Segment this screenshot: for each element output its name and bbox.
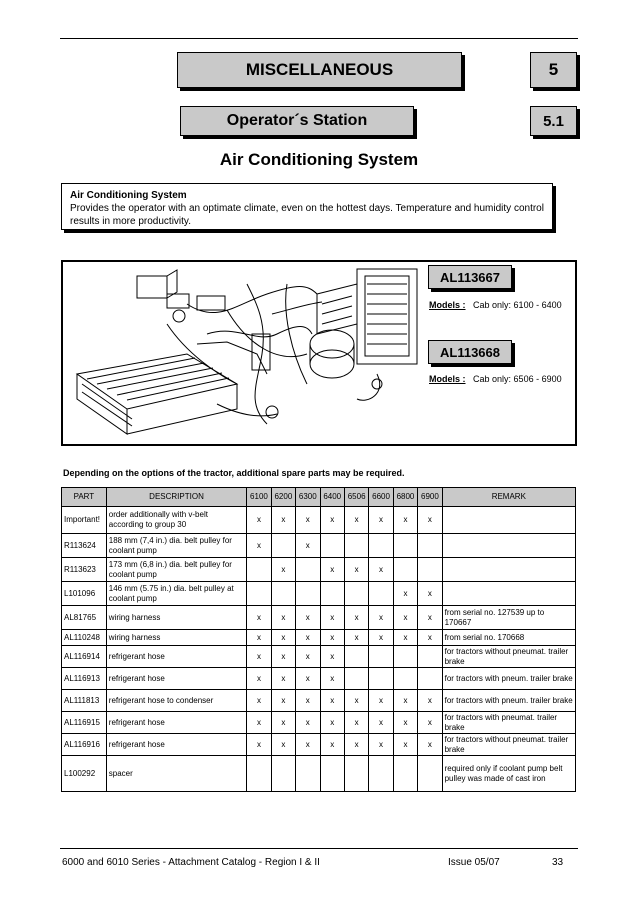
part-number-cell: Important! — [62, 507, 107, 534]
model-mark-cell — [418, 668, 442, 690]
model-mark-cell — [296, 558, 320, 582]
model-mark-cell: x — [247, 734, 271, 756]
model-mark-cell: x — [320, 606, 344, 630]
description-cell: spacer — [106, 756, 246, 792]
column-header: 6900 — [418, 488, 442, 507]
part-label-al113668: AL113668 — [428, 340, 512, 364]
section-number: 5 — [530, 52, 577, 88]
model-mark-cell — [418, 756, 442, 792]
description-cell: wiring harness — [106, 606, 246, 630]
model-mark-cell — [320, 534, 344, 558]
part-number-cell: L100292 — [62, 756, 107, 792]
model-mark-cell: x — [271, 690, 295, 712]
model-mark-cell: x — [271, 558, 295, 582]
model-mark-cell: x — [247, 507, 271, 534]
part-number-cell: L101096 — [62, 582, 107, 606]
footer-page-number: 33 — [552, 857, 564, 868]
table-header-row — [62, 488, 576, 507]
parts-figure — [61, 260, 577, 446]
model-mark-cell: x — [344, 507, 368, 534]
model-mark-cell — [344, 756, 368, 792]
table-row — [62, 690, 576, 712]
model-mark-cell: x — [369, 630, 393, 646]
model-mark-cell: x — [320, 558, 344, 582]
model-mark-cell — [393, 756, 417, 792]
part-number-cell: AL81765 — [62, 606, 107, 630]
column-header: 6300 — [296, 488, 320, 507]
model-mark-cell — [247, 582, 271, 606]
info-box — [61, 183, 553, 230]
model-mark-cell — [344, 668, 368, 690]
model-mark-cell — [320, 582, 344, 606]
model-mark-cell: x — [418, 606, 442, 630]
model-mark-cell: x — [296, 712, 320, 734]
model-mark-cell: x — [320, 668, 344, 690]
spare-parts-note: Depending on the options of the tractor, additional spare parts may be required. — [63, 468, 405, 478]
description-cell: order additionally with v-belt according to group 30 — [106, 507, 246, 534]
remark-cell: from serial no. 170668 — [442, 630, 575, 646]
model-mark-cell — [393, 558, 417, 582]
model-mark-cell: x — [418, 734, 442, 756]
footer-catalog: 6000 and 6010 Series - Attachment Catalog - Region I & II — [62, 857, 320, 868]
model-mark-cell: x — [393, 712, 417, 734]
model-mark-cell: x — [271, 606, 295, 630]
description-cell: 188 mm (7,4 in.) dia. belt pulley for coolant pump — [106, 534, 246, 558]
model-mark-cell: x — [393, 582, 417, 606]
model-mark-cell: x — [320, 646, 344, 668]
model-mark-cell: x — [320, 507, 344, 534]
model-mark-cell — [320, 756, 344, 792]
model-mark-cell: x — [369, 712, 393, 734]
part-number-cell: AL116913 — [62, 668, 107, 690]
model-mark-cell: x — [344, 630, 368, 646]
model-mark-cell — [418, 558, 442, 582]
part-number-cell: AL111813 — [62, 690, 107, 712]
column-header: PART — [62, 488, 107, 507]
model-mark-cell — [369, 646, 393, 668]
description-cell: refrigerant hose — [106, 712, 246, 734]
model-mark-cell — [271, 534, 295, 558]
bottom-rule — [60, 848, 578, 849]
part-number-cell: AL116916 — [62, 734, 107, 756]
model-mark-cell: x — [271, 734, 295, 756]
model-mark-cell: x — [247, 606, 271, 630]
model-mark-cell: x — [296, 630, 320, 646]
column-header: 6800 — [393, 488, 417, 507]
table-row — [62, 507, 576, 534]
column-header: 6100 — [247, 488, 271, 507]
model-mark-cell: x — [418, 507, 442, 534]
model-mark-cell: x — [247, 630, 271, 646]
model-mark-cell — [393, 668, 417, 690]
column-header: 6400 — [320, 488, 344, 507]
description-cell: refrigerant hose — [106, 734, 246, 756]
description-cell: 173 mm (6,8 in.) dia. belt pulley for coolant pump — [106, 558, 246, 582]
model-mark-cell: x — [344, 690, 368, 712]
column-header: DESCRIPTION — [106, 488, 246, 507]
model-mark-cell: x — [271, 646, 295, 668]
model-mark-cell: x — [320, 734, 344, 756]
part-number-cell: AL116914 — [62, 646, 107, 668]
model-mark-cell — [296, 582, 320, 606]
model-mark-cell: x — [271, 668, 295, 690]
subsection-title: Operator´s Station — [180, 106, 414, 136]
footer-issue: Issue 05/07 — [448, 857, 500, 868]
model-mark-cell: x — [393, 690, 417, 712]
remark-cell: required only if coolant pump belt pulley was made of cast iron — [442, 756, 575, 792]
model-mark-cell: x — [247, 534, 271, 558]
remark-cell — [442, 558, 575, 582]
model-mark-cell — [296, 756, 320, 792]
model-mark-cell: x — [271, 507, 295, 534]
model-mark-cell: x — [320, 690, 344, 712]
model-mark-cell — [344, 646, 368, 668]
model-mark-cell: x — [393, 630, 417, 646]
table-row — [62, 558, 576, 582]
table-row — [62, 582, 576, 606]
models-line-1: Models : Cab only: 6100 - 6400 — [429, 300, 562, 310]
model-mark-cell: x — [344, 712, 368, 734]
remark-cell: for tractors without pneumat. trailer brake — [442, 734, 575, 756]
model-mark-cell — [369, 582, 393, 606]
model-mark-cell: x — [418, 630, 442, 646]
model-mark-cell: x — [320, 630, 344, 646]
model-mark-cell: x — [393, 606, 417, 630]
column-header: REMARK — [442, 488, 575, 507]
model-mark-cell — [271, 582, 295, 606]
model-mark-cell — [247, 558, 271, 582]
model-mark-cell — [393, 646, 417, 668]
model-mark-cell: x — [296, 734, 320, 756]
model-mark-cell: x — [344, 558, 368, 582]
model-mark-cell: x — [369, 507, 393, 534]
info-title: Air Conditioning System — [70, 190, 187, 201]
model-mark-cell — [271, 756, 295, 792]
info-text: Provides the operator with an optimate climate, even on the hottest days. Temperature and humidity control results in more productivity. — [70, 203, 544, 227]
model-mark-cell: x — [393, 734, 417, 756]
table-row — [62, 630, 576, 646]
top-rule — [60, 38, 578, 39]
model-mark-cell — [369, 668, 393, 690]
parts-table — [61, 487, 576, 792]
model-mark-cell: x — [320, 712, 344, 734]
air-conditioning-diagram — [67, 264, 427, 444]
model-mark-cell: x — [296, 690, 320, 712]
models-line-2: Models : Cab only: 6506 - 6900 — [429, 374, 562, 384]
model-mark-cell — [247, 756, 271, 792]
table-row — [62, 606, 576, 630]
model-mark-cell: x — [296, 507, 320, 534]
model-mark-cell — [393, 534, 417, 558]
model-mark-cell: x — [247, 646, 271, 668]
model-mark-cell: x — [418, 582, 442, 606]
column-header: 6600 — [369, 488, 393, 507]
model-mark-cell: x — [296, 668, 320, 690]
page-title: Air Conditioning System — [219, 150, 419, 169]
table-row — [62, 734, 576, 756]
table-row — [62, 646, 576, 668]
model-mark-cell: x — [296, 606, 320, 630]
model-mark-cell: x — [418, 712, 442, 734]
subsection-number: 5.1 — [530, 106, 577, 136]
column-header: 6506 — [344, 488, 368, 507]
part-number-cell: R113623 — [62, 558, 107, 582]
table-body — [62, 507, 576, 792]
table-row — [62, 668, 576, 690]
model-mark-cell: x — [369, 690, 393, 712]
model-mark-cell: x — [344, 606, 368, 630]
section-title: MISCELLANEOUS — [177, 52, 462, 88]
description-cell: refrigerant hose to condenser — [106, 690, 246, 712]
remark-cell: for tractors with pneum. trailer brake — [442, 690, 575, 712]
remark-cell: for tractors with pneum. trailer brake — [442, 668, 575, 690]
column-header: 6200 — [271, 488, 295, 507]
description-cell: refrigerant hose — [106, 668, 246, 690]
part-number-cell: R113624 — [62, 534, 107, 558]
table-row — [62, 712, 576, 734]
model-mark-cell — [344, 534, 368, 558]
table-row — [62, 756, 576, 792]
part-label-al113667: AL113667 — [428, 265, 512, 289]
remark-cell: for tractors without pneumat. trailer brake — [442, 646, 575, 668]
model-mark-cell: x — [393, 507, 417, 534]
description-cell: wiring harness — [106, 630, 246, 646]
model-mark-cell — [418, 646, 442, 668]
table-row — [62, 534, 576, 558]
description-cell: refrigerant hose — [106, 646, 246, 668]
model-mark-cell: x — [344, 734, 368, 756]
remark-cell: for tractors with pneumat. trailer brake — [442, 712, 575, 734]
remark-cell — [442, 582, 575, 606]
model-mark-cell: x — [418, 690, 442, 712]
remark-cell — [442, 534, 575, 558]
model-mark-cell: x — [296, 534, 320, 558]
model-mark-cell: x — [247, 668, 271, 690]
remark-cell: from serial no. 127539 up to 170667 — [442, 606, 575, 630]
model-mark-cell — [344, 582, 368, 606]
model-mark-cell: x — [271, 712, 295, 734]
model-mark-cell: x — [247, 690, 271, 712]
model-mark-cell: x — [369, 558, 393, 582]
model-mark-cell — [369, 756, 393, 792]
model-mark-cell: x — [271, 630, 295, 646]
remark-cell — [442, 507, 575, 534]
part-number-cell: AL110248 — [62, 630, 107, 646]
model-mark-cell: x — [369, 606, 393, 630]
model-mark-cell: x — [296, 646, 320, 668]
description-cell: 146 mm (5.75 in.) dia. belt pulley at coolant pump — [106, 582, 246, 606]
model-mark-cell — [418, 534, 442, 558]
model-mark-cell: x — [247, 712, 271, 734]
part-number-cell: AL116915 — [62, 712, 107, 734]
model-mark-cell — [369, 534, 393, 558]
model-mark-cell: x — [369, 734, 393, 756]
